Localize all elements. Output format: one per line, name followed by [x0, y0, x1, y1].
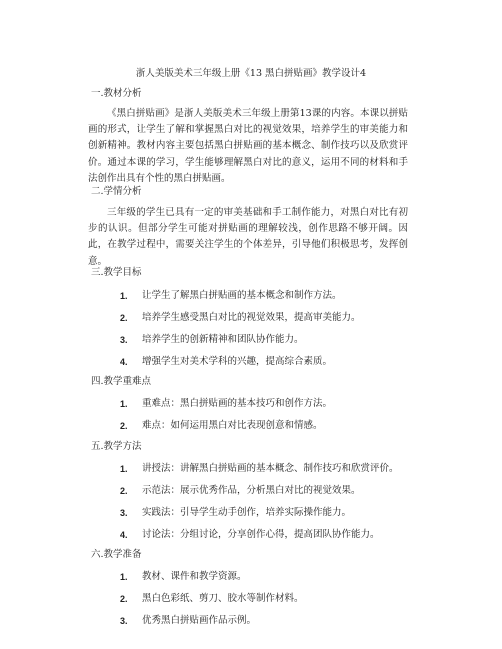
section-paragraph-student-analysis: 三年级的学生已具有一定的审美基础和手工制作能力，对黑白对比有初步的认识。但部分学生可能对拼贴画的理解较浅，创作思路不够开阔。因此，在教学过程中，需要关注学生的个体差异，引导他们积极思考，发挥创意。 [88, 207, 408, 267]
list-item-text: 培养学生的创新精神和团队协作能力。 [142, 334, 304, 345]
list-item-number: 1. [120, 291, 128, 301]
list-item-number: 3. [120, 616, 128, 626]
list-item-number: 3. [120, 335, 128, 345]
section-heading-key-difficulties: 四.教学重难点 [91, 376, 152, 387]
list-item-text: 教材、课件和教学资源。 [142, 571, 247, 582]
list-item-text: 黑白色彩纸、剪刀、胶水等制作材料。 [142, 593, 304, 604]
list-item-number: 2. [120, 594, 128, 604]
document-title: 浙人美版美术三年级上册《13 黑白拼贴画》教学设计4 [135, 68, 367, 79]
list-item-number: 4. [120, 530, 128, 540]
list-item-text: 实践法：引导学生动手创作，培养实际操作能力。 [142, 507, 352, 518]
list-item-text: 示范法：展示优秀作品，分析黑白对比的视觉效果。 [142, 485, 361, 496]
section-heading-teaching-goals: 三.教学目标 [91, 267, 142, 278]
section-paragraph-textbook-analysis: 《黑白拼贴画》是浙人美版美术三年级上册第13课的内容。本课以拼贴画的形式，让学生了解和掌握黑白对比的视觉效果，培养学生的审美能力和创新精神。教材内容主要包括黑白拼贴画的基本概念、制作技巧以及欣赏评价。通过本课的学习，学生能够理解黑白对比的意义，运用不同的材料和手法创作出具有个性的黑白拼贴画。 [88, 108, 408, 184]
list-item-number: 2. [120, 421, 128, 431]
list-item-text: 难点：如何运用黑白对比表现创意和情感。 [142, 420, 323, 431]
section-heading-student-analysis: 二.学情分析 [91, 186, 142, 197]
list-item-number: 4. [120, 357, 128, 367]
list-item-number: 3. [120, 508, 128, 518]
list-item-number: 1. [120, 572, 128, 582]
list-item-text: 让学生了解黑白拼贴画的基本概念和制作方法。 [142, 290, 342, 301]
list-item-text: 培养学生感受黑白对比的视觉效果，提高审美能力。 [142, 312, 361, 323]
list-item-number: 2. [120, 313, 128, 323]
section-heading-teaching-methods: 五.教学方法 [91, 441, 142, 452]
section-heading-textbook-analysis: 一.教材分析 [91, 88, 142, 99]
list-item-number: 1. [120, 464, 128, 474]
list-item-text: 讲授法：讲解黑白拼贴画的基本概念、制作技巧和欣赏评价。 [142, 463, 399, 474]
list-item-text: 优秀黑白拼贴画作品示例。 [142, 615, 257, 626]
section-heading-teaching-preparation: 六.教学准备 [91, 549, 142, 560]
list-item-number: 2. [120, 486, 128, 496]
list-item-text: 增强学生对美术学科的兴趣，提高综合素质。 [142, 356, 333, 367]
list-item-text: 讨论法：分组讨论，分享创作心得，提高团队协作能力。 [142, 529, 380, 540]
list-item-text: 重难点：黑白拼贴画的基本技巧和创作方法。 [142, 398, 333, 409]
list-item-number: 1. [120, 399, 128, 409]
